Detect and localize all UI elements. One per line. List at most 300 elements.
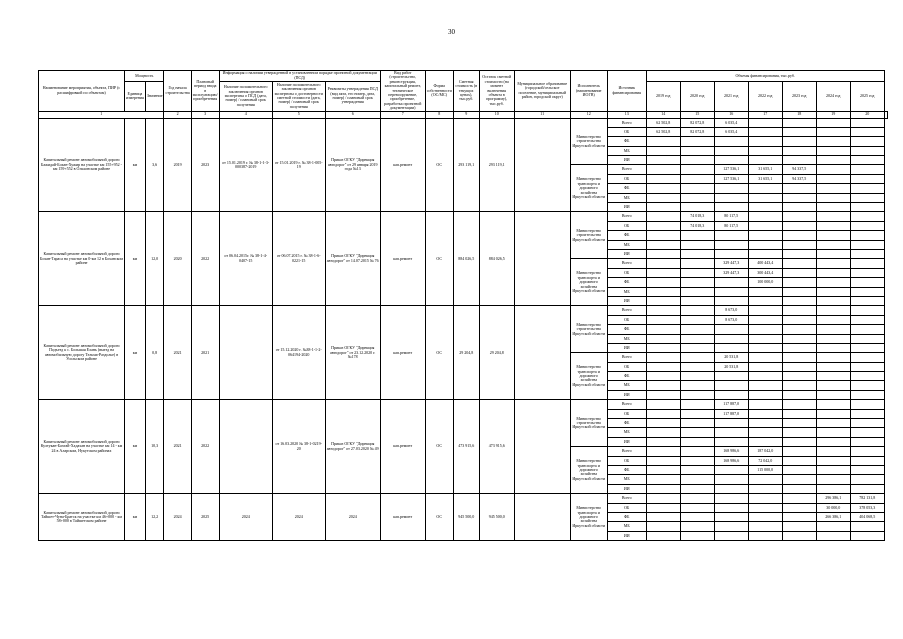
header-capacity: Мощность <box>125 71 164 82</box>
funding-value <box>850 419 884 428</box>
object-approval: Приказ ОГКУ "Дирекция автодорог" от 29 января 2019 года №13 <box>325 118 380 212</box>
funding-source: ИИ <box>607 296 646 305</box>
funding-value <box>680 315 714 324</box>
funding-value <box>646 193 680 202</box>
funding-value <box>748 372 782 381</box>
header-name: Наименование мероприятия, объекта, ПИР (с расшифровкой по объектам) <box>39 71 125 112</box>
col-number: 18 <box>782 111 816 118</box>
funding-value <box>816 268 850 277</box>
funding-value <box>850 146 884 155</box>
funding-value <box>748 221 782 230</box>
object-work-type: кап.ремонт <box>380 306 425 400</box>
funding-value <box>680 334 714 343</box>
funding-value <box>850 484 884 493</box>
funding-value <box>850 325 884 334</box>
funding-value <box>816 400 850 409</box>
funding-value <box>646 278 680 287</box>
funding-value <box>816 456 850 465</box>
funding-value <box>782 156 816 165</box>
funding-value <box>782 193 816 202</box>
executor-name: Министерство транспорта и дорожного хозяйства Иркутской области <box>570 353 607 400</box>
object-expertise-cost: от 06.07.2015 г. № 38-1-6-0221-15 <box>272 212 325 306</box>
funding-value <box>748 428 782 437</box>
object-value: 12,2 <box>145 494 164 541</box>
funding-value <box>748 522 782 531</box>
funding-value <box>714 203 748 212</box>
funding-value <box>646 325 680 334</box>
funding-value <box>782 475 816 484</box>
funding-source: ИИ <box>607 390 646 399</box>
funding-value <box>816 334 850 343</box>
funding-value <box>816 315 850 324</box>
funding-value <box>748 212 782 221</box>
funding-value <box>816 278 850 287</box>
funding-value <box>816 193 850 202</box>
funding-value <box>782 278 816 287</box>
header-unit: Единица измерения <box>125 81 146 111</box>
funding-value <box>816 212 850 221</box>
funding-value <box>850 296 884 305</box>
funding-source: ИИ <box>607 484 646 493</box>
funding-value <box>816 531 850 540</box>
funding-value <box>748 353 782 362</box>
funding-value: 404 068,5 <box>850 512 884 521</box>
funding-value <box>680 400 714 409</box>
funding-value <box>850 278 884 287</box>
funding-value: 94 337,5 <box>782 165 816 174</box>
funding-value <box>850 372 884 381</box>
funding-source: ФБ <box>607 325 646 334</box>
funding-value <box>816 184 850 193</box>
funding-value <box>680 390 714 399</box>
funding-value <box>680 231 714 240</box>
page-number: 30 <box>448 28 455 36</box>
funding-value <box>748 362 782 371</box>
header-expertise-cost: Наличие положительного заключения органов экспертизы о достоверности сметной стоимости (дата, номер) / плановый срок получения <box>272 81 325 111</box>
funding-value <box>782 531 816 540</box>
funding-value <box>748 437 782 446</box>
funding-value <box>782 137 816 146</box>
funding-source: МБ <box>607 287 646 296</box>
funding-value <box>816 484 850 493</box>
funding-value <box>816 156 850 165</box>
object-expertise-conclusion <box>219 306 272 400</box>
executor-name: Министерство строительства Иркутской области <box>570 400 607 447</box>
funding-value <box>850 184 884 193</box>
funding-value <box>646 334 680 343</box>
header-year: 2022 год <box>748 81 782 111</box>
header-start-year: Год начала строительства <box>164 71 191 112</box>
col-number: 17 <box>748 111 782 118</box>
funding-value <box>748 334 782 343</box>
funding-source: МБ <box>607 334 646 343</box>
funding-source: ИИ <box>607 343 646 352</box>
header-funding: Объемы финансирования, тыс.руб. <box>646 71 884 82</box>
header-work-type: Вид работ (строительство, реконструкция, капитальный ремонт, техническое перевооружение, приобретение, разработка проектной документации) <box>380 71 425 112</box>
funding-value: 329 447,3 <box>714 259 748 268</box>
header-source: Источник финансирования <box>607 71 646 112</box>
funding-value: 30 000,0 <box>816 503 850 512</box>
object-unit: км <box>125 400 146 494</box>
funding-value <box>782 465 816 474</box>
object-work-type: кап.ремонт <box>380 494 425 541</box>
funding-value: 80 117,5 <box>714 221 748 230</box>
funding-value <box>850 400 884 409</box>
funding-value <box>748 296 782 305</box>
funding-value <box>680 165 714 174</box>
funding-value <box>850 249 884 258</box>
funding-value <box>714 231 748 240</box>
funding-value <box>748 146 782 155</box>
funding-value <box>714 390 748 399</box>
funding-value <box>714 531 748 540</box>
funding-value: 115 000,0 <box>748 465 782 474</box>
funding-value <box>782 249 816 258</box>
funding-value <box>680 522 714 531</box>
funding-source: Всего <box>607 494 646 503</box>
funding-value <box>782 512 816 521</box>
executor-name: Министерство транспорта и дорожного хозяйства Иркутской области <box>570 165 607 212</box>
funding-value <box>850 522 884 531</box>
funding-value: 6 035,4 <box>714 118 748 127</box>
object-start: 2024 <box>164 494 191 541</box>
header-year: 2023 год <box>782 81 816 111</box>
funding-value <box>748 306 782 315</box>
funding-value <box>850 465 884 474</box>
funding-value <box>850 447 884 456</box>
funding-value <box>816 146 850 155</box>
funding-value <box>748 127 782 136</box>
funding-value <box>646 343 680 352</box>
funding-value <box>850 362 884 371</box>
funding-value <box>714 278 748 287</box>
col-number <box>884 111 887 118</box>
col-number: 5 <box>272 111 325 118</box>
object-plan: 2023 <box>191 118 219 212</box>
funding-value <box>680 447 714 456</box>
funding-value <box>816 381 850 390</box>
funding-value <box>782 118 816 127</box>
funding-value <box>748 287 782 296</box>
funding-value <box>850 315 884 324</box>
funding-value <box>646 400 680 409</box>
funding-value <box>782 419 816 428</box>
object-name: Капитальный ремонт автомобильной дороги Култукан-Бахтай-Хадахан на участке км 14 - км 24 в Аларском, Нукутском районах <box>39 400 125 494</box>
funding-value <box>646 231 680 240</box>
funding-value <box>714 325 748 334</box>
funding-value <box>748 325 782 334</box>
funding-value: 266 386,1 <box>816 512 850 521</box>
funding-value <box>782 362 816 371</box>
funding-value <box>782 447 816 456</box>
funding-source: ФБ <box>607 465 646 474</box>
object-municipality <box>514 306 570 400</box>
funding-value <box>782 372 816 381</box>
funding-value <box>850 475 884 484</box>
funding-value <box>782 494 816 503</box>
funding-value <box>816 296 850 305</box>
object-value: 12,0 <box>145 212 164 306</box>
header-year: 2019 год <box>646 81 680 111</box>
funding-value <box>850 165 884 174</box>
header-value: Значение <box>145 81 164 111</box>
funding-value <box>714 475 748 484</box>
col-number: 7 <box>380 111 425 118</box>
object-unit: км <box>125 212 146 306</box>
funding-value <box>748 531 782 540</box>
funding-value <box>850 306 884 315</box>
funding-value <box>816 362 850 371</box>
funding-value <box>680 174 714 183</box>
funding-value <box>816 522 850 531</box>
funding-source: ОБ <box>607 174 646 183</box>
funding-value <box>748 381 782 390</box>
object-start: 2019 <box>164 118 191 212</box>
funding-value <box>816 306 850 315</box>
header-est-cost: Сметная стоимость (в текущих ценах), тыс.руб. <box>453 71 479 112</box>
funding-source: ФБ <box>607 278 646 287</box>
object-remaining: 473 915,6 <box>479 400 514 494</box>
funding-value <box>816 249 850 258</box>
funding-value <box>782 127 816 136</box>
funding-value: 31 655,1 <box>748 174 782 183</box>
funding-value <box>680 184 714 193</box>
funding-value <box>850 287 884 296</box>
funding-value <box>646 447 680 456</box>
col-number: 3 <box>191 111 219 118</box>
funding-value <box>782 221 816 230</box>
header-psd: Информация о наличии утвержденной в установленном порядке проектной документации (ПСД) <box>219 71 380 82</box>
executor-name: Министерство строительства Иркутской области <box>570 306 607 353</box>
funding-value <box>714 419 748 428</box>
funding-value <box>850 428 884 437</box>
funding-value <box>714 343 748 352</box>
funding-value <box>680 306 714 315</box>
funding-value <box>850 231 884 240</box>
funding-value <box>748 512 782 521</box>
funding-value: 8 673,0 <box>714 306 748 315</box>
funding-value <box>680 362 714 371</box>
funding-value <box>850 381 884 390</box>
funding-value: 82 072,8 <box>680 118 714 127</box>
funding-value <box>748 137 782 146</box>
funding-source: МБ <box>607 146 646 155</box>
object-ownership: ОС <box>425 306 453 400</box>
funding-value <box>782 409 816 418</box>
object-ownership: ОС <box>425 212 453 306</box>
object-remaining: 884 026,5 <box>479 212 514 306</box>
funding-value: 168 986,6 <box>714 447 748 456</box>
funding-value <box>782 268 816 277</box>
funding-value <box>646 465 680 474</box>
object-expertise-cost: от 15.12.2020 г. №38-1-1-2-064194-2020 <box>272 306 325 400</box>
object-work-type: кап.ремонт <box>380 400 425 494</box>
funding-value: 62 502,8 <box>646 118 680 127</box>
funding-value <box>714 184 748 193</box>
object-name: Капитальный ремонт автомобильной дороги Бажидай-Бохан-Хужир на участке км 155+952 - км 159+552 в Ольхонском районе <box>39 118 125 212</box>
header-remaining: Остаток сметной стоимости (на момент включения объекта в программу), тыс.руб. <box>479 71 514 112</box>
funding-value <box>714 156 748 165</box>
header-year: 2025 год <box>850 81 884 111</box>
funding-value <box>816 447 850 456</box>
funding-value <box>680 156 714 165</box>
funding-source: ФБ <box>607 231 646 240</box>
object-unit: км <box>125 306 146 400</box>
funding-value <box>748 184 782 193</box>
funding-value <box>714 381 748 390</box>
funding-value <box>816 372 850 381</box>
object-expertise-cost: 2024 <box>272 494 325 541</box>
funding-value <box>714 372 748 381</box>
funding-value: 187 042,0 <box>748 447 782 456</box>
executor-name: Министерство транспорта и дорожного хозяйства Иркутской области <box>570 259 607 306</box>
funding-value: 6 035,4 <box>714 127 748 136</box>
funding-value <box>850 174 884 183</box>
funding-value: 378 053,3 <box>850 503 884 512</box>
funding-value <box>680 287 714 296</box>
object-start: 2021 <box>164 400 191 494</box>
funding-value <box>714 146 748 155</box>
funding-value <box>680 296 714 305</box>
funding-value <box>850 343 884 352</box>
funding-value: 400 443,4 <box>748 259 782 268</box>
funding-source: ОБ <box>607 315 646 324</box>
col-number: 15 <box>680 111 714 118</box>
funding-value <box>782 203 816 212</box>
funding-value <box>748 193 782 202</box>
funding-source: Всего <box>607 447 646 456</box>
funding-value <box>714 465 748 474</box>
funding-value <box>816 259 850 268</box>
object-name: Капитальный ремонт автомобильной дороги Бохан-Тараса на участке км 0-км 12 в Боханском районе <box>39 212 125 306</box>
funding-value <box>782 400 816 409</box>
funding-value <box>782 390 816 399</box>
funding-value <box>782 522 816 531</box>
funding-value: 20 531,8 <box>714 353 748 362</box>
table-row <box>39 118 888 127</box>
funding-value <box>782 437 816 446</box>
object-expertise-conclusion <box>219 400 272 494</box>
object-expertise-conclusion: от 15.01.2019 г. № 38-1-1-3-000387-2019 <box>219 118 272 212</box>
funding-value <box>680 512 714 521</box>
funding-value <box>816 118 850 127</box>
funding-source: ОБ <box>607 456 646 465</box>
funding-value <box>816 287 850 296</box>
object-name: Капитальный ремонт автомобильной дороги Тайшет-Чуна-Братск на участке км 46+000 - км 58+000 в Тайшетском районе <box>39 494 125 541</box>
funding-value <box>680 437 714 446</box>
funding-source: ФБ <box>607 137 646 146</box>
funding-source: ИИ <box>607 437 646 446</box>
funding-value <box>646 240 680 249</box>
funding-value <box>646 165 680 174</box>
object-est-cost: 29 204,8 <box>453 306 479 400</box>
object-unit: км <box>125 118 146 212</box>
funding-value <box>646 296 680 305</box>
funding-value <box>748 484 782 493</box>
header-year: 2020 год <box>680 81 714 111</box>
funding-value <box>782 146 816 155</box>
funding-value <box>748 475 782 484</box>
funding-value <box>816 419 850 428</box>
funding-value <box>850 118 884 127</box>
funding-source: ОБ <box>607 409 646 418</box>
funding-source: Всего <box>607 212 646 221</box>
funding-value <box>714 437 748 446</box>
funding-value <box>748 156 782 165</box>
funding-value <box>850 259 884 268</box>
funding-value: 94 337,5 <box>782 174 816 183</box>
funding-value <box>680 240 714 249</box>
funding-value <box>782 428 816 437</box>
object-start: 2020 <box>164 212 191 306</box>
funding-value <box>646 475 680 484</box>
funding-value <box>748 249 782 258</box>
investment-table <box>38 70 888 541</box>
funding-value <box>646 315 680 324</box>
funding-value: 74 018,3 <box>680 212 714 221</box>
funding-value <box>646 353 680 362</box>
funding-value <box>680 325 714 334</box>
object-municipality <box>514 494 570 541</box>
funding-value <box>748 494 782 503</box>
funding-value <box>646 381 680 390</box>
header-municipality: Муниципальное образование (городской/сельское поселение, муниципальный район, городской округ) <box>514 71 570 112</box>
funding-value <box>646 503 680 512</box>
funding-source: Всего <box>607 400 646 409</box>
object-municipality <box>514 118 570 212</box>
funding-value <box>680 203 714 212</box>
funding-value <box>850 203 884 212</box>
object-value: 0,8 <box>145 306 164 400</box>
funding-value <box>680 503 714 512</box>
funding-source: ИИ <box>607 156 646 165</box>
funding-value <box>680 372 714 381</box>
funding-value <box>646 362 680 371</box>
table-row <box>39 494 888 503</box>
object-approval: Приказ ОГКУ "Дирекция автодорог" от 27.03.2020 № 49 <box>325 400 380 494</box>
funding-value <box>748 343 782 352</box>
funding-value <box>680 137 714 146</box>
funding-value <box>646 494 680 503</box>
funding-value <box>714 484 748 493</box>
funding-value <box>782 259 816 268</box>
funding-value <box>680 409 714 418</box>
header-approval: Реквизиты утверждения ПСД (вид акта, его номер, дата, номер) / плановый срок утверждения <box>325 81 380 111</box>
header-year: 2024 год <box>816 81 850 111</box>
funding-value <box>816 428 850 437</box>
funding-value <box>646 287 680 296</box>
funding-value <box>782 184 816 193</box>
funding-value <box>850 137 884 146</box>
funding-value <box>680 268 714 277</box>
funding-value <box>850 456 884 465</box>
funding-value <box>646 409 680 418</box>
funding-value <box>816 325 850 334</box>
funding-value <box>816 165 850 174</box>
funding-value <box>680 456 714 465</box>
funding-value <box>850 212 884 221</box>
funding-value <box>646 221 680 230</box>
funding-value <box>816 437 850 446</box>
funding-value <box>714 296 748 305</box>
funding-value <box>816 353 850 362</box>
col-number: 2 <box>164 111 191 118</box>
object-approval: 2024 <box>325 494 380 541</box>
funding-source: ФБ <box>607 184 646 193</box>
object-remaining: 29 204,8 <box>479 306 514 400</box>
object-work-type: кап.ремонт <box>380 118 425 212</box>
object-plan: 2021 <box>191 306 219 400</box>
